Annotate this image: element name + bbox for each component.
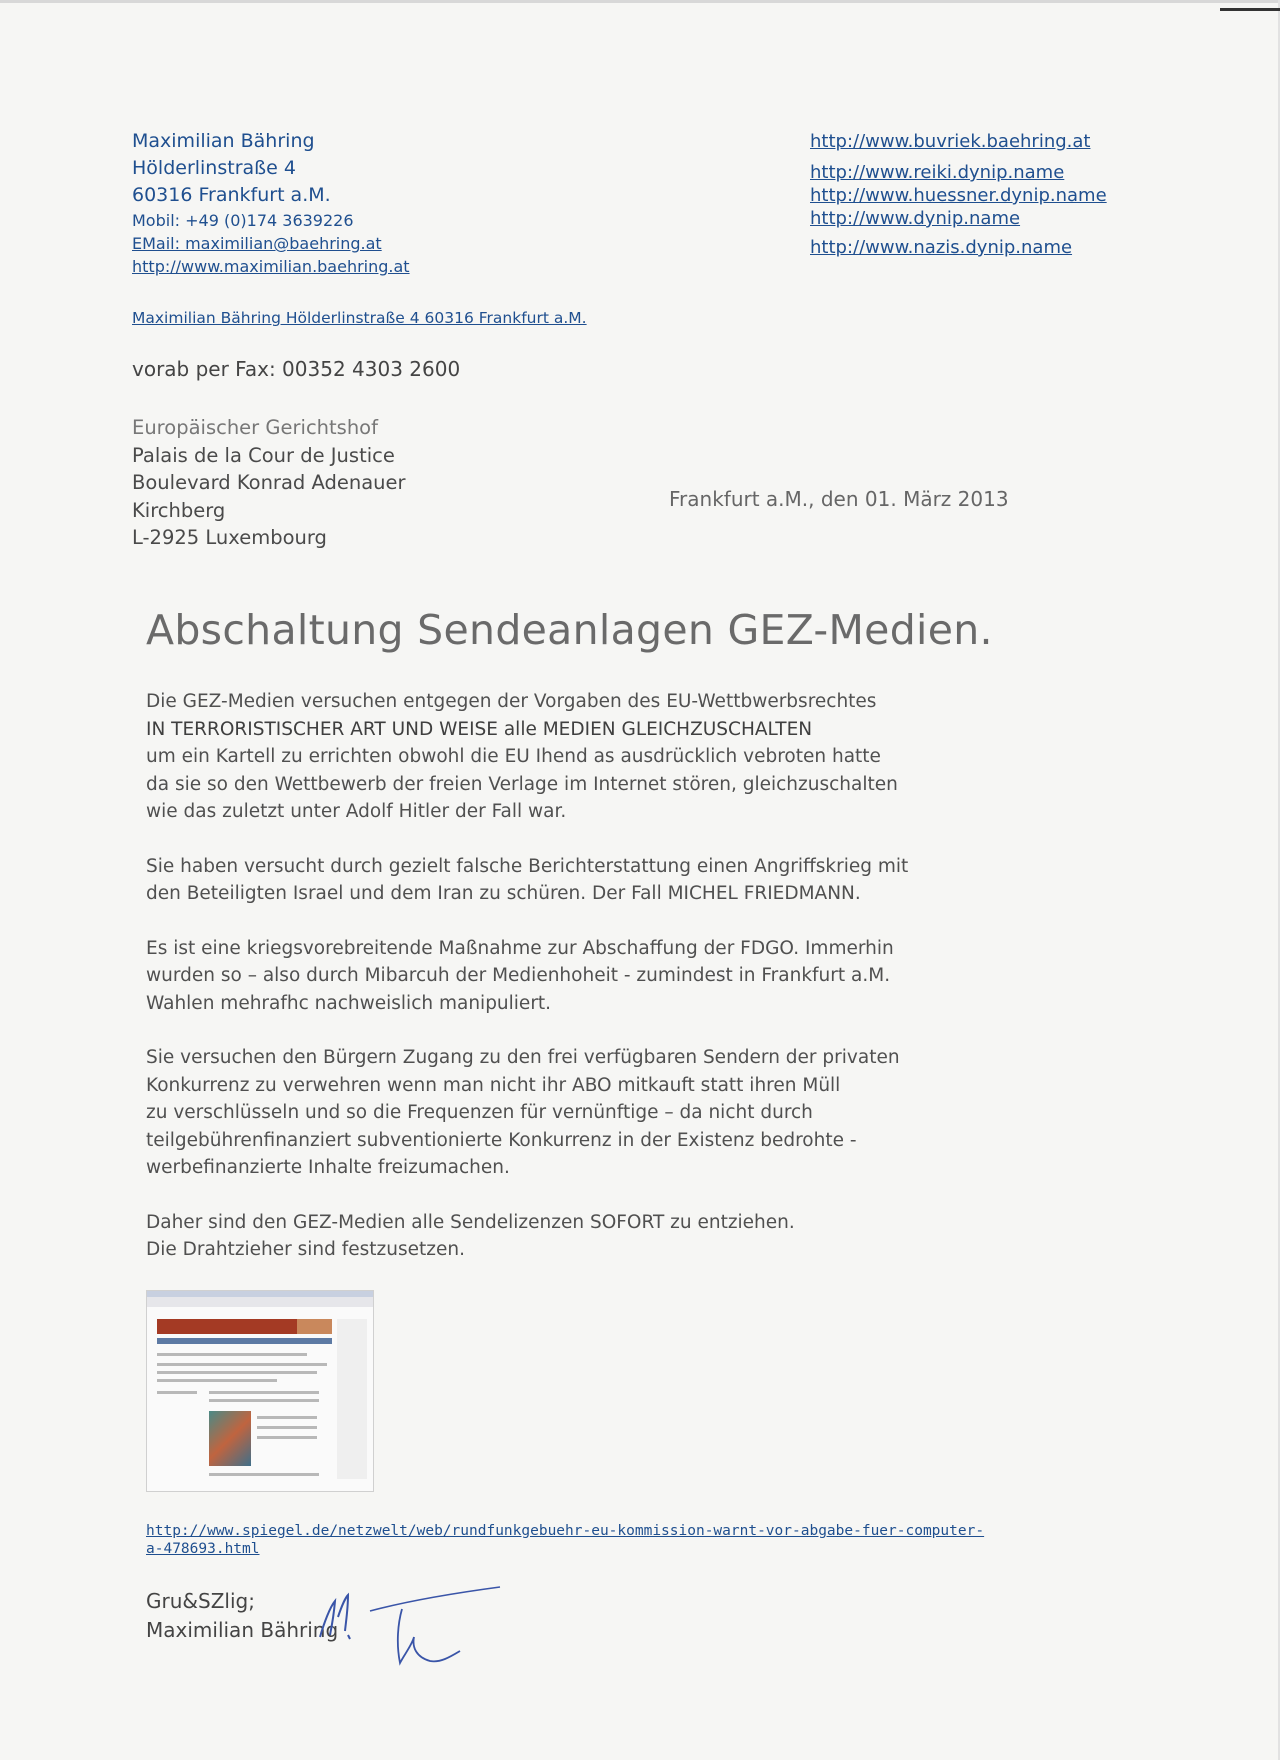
reference-url[interactable] [146,1522,1146,1558]
body-line: den Beteiligten Israel und dem Iran zu schüren. Der Fall MICHEL FRIEDMANN. [146,883,861,904]
link-dynip[interactable]: http://www.dynip.name [810,208,1021,229]
link-list [810,131,1107,258]
sender-street: Hölderlinstraße 4 [132,157,296,179]
screenshot-text-line [157,1379,277,1382]
date-line: Frankfurt a.M., den 01. März 2013 [669,487,1009,511]
body-line: zu verschlüsseln und so die Frequenzen für vernünftige – da nicht durch [146,1102,813,1123]
webpage-screenshot-image [146,1290,374,1492]
body-line: wie das zuletzt unter Adolf Hitler der Fall war. [146,801,567,822]
screenshot-text-line [257,1436,317,1439]
scan-mark [1220,8,1280,11]
sender-website-link[interactable] [132,255,410,278]
sender-city: 60316 Frankfurt a.M. [132,184,331,206]
body-line: IN TERRORISTISCHER ART UND WEISE alle MEDIEN GLEICHZUSCHALTEN [146,718,813,740]
body-line: Die Drahtzieher sind festzusetzen. [146,1239,465,1260]
paragraph [146,1044,966,1182]
screenshot-text-line [209,1473,319,1476]
screenshot-banner-accent [297,1319,332,1334]
link-huessner[interactable]: http://www.huessner.dynip.name [810,185,1107,206]
body-line: Konkurrenz zu verwehren wenn man nicht ihr ABO mitkauft statt ihren Müll [146,1074,841,1096]
screenshot-text-line [209,1391,319,1394]
screenshot-text-line [257,1426,317,1429]
sender-mobile: Mobil: +49 (0)174 3639226 [132,211,354,230]
handwritten-signature [290,1565,510,1675]
body-line: wurden so – also durch Mibarcuh der Medienhoheit - zumindest in Frankfurt a.M. [146,965,891,986]
body-line: teilgebührenfinanziert subventionierte Konkurrenz in der Existenz bedrohte - [146,1129,857,1151]
sender-website-anchor[interactable]: http://www.maximilian.baehring.at [132,257,410,276]
link-nazis[interactable]: http://www.nazis.dynip.name [810,237,1073,258]
sender-email[interactable]: EMail: maximilian@baehring.at [132,234,382,253]
body-line: Es ist eine kriegsvorebreitende Maßnahme zur Abschaffung der FDGO. Immerhin [146,937,894,959]
recipient-line: Boulevard Konrad Adenauer [132,471,406,494]
fax-line: vorab per Fax: 00352 4303 2600 [132,357,461,381]
return-address: Maximilian Bähring Hölderlinstraße 4 60316 Frankfurt a.M. [132,309,587,327]
recipient-line: Kirchberg [132,498,226,522]
scan-edge-top [0,0,1280,3]
screenshot-text-line [257,1416,317,1419]
recipient-line: Europäischer Gerichtshof [132,416,378,439]
screenshot-navbar [157,1338,332,1344]
screenshot-text-line [157,1363,327,1366]
body-line: da sie so den Wettbewerb der freien Verlage im Internet stören, gleichzuschalten [146,773,898,795]
screenshot-text-line [209,1399,319,1402]
paragraph [146,688,966,826]
body-line: Sie haben versucht durch gezielt falsche Berichterstattung einen Angriffskrieg mit [146,855,909,877]
reference-url-line-2[interactable]: a-478693.html [146,1541,260,1557]
link-reiki[interactable]: http://www.reiki.dynip.name [810,162,1065,183]
recipient-address [132,414,406,552]
recipient-line: L-2925 Luxembourg [132,526,327,549]
screenshot-text-line [157,1371,317,1374]
screenshot-text-line [157,1391,197,1394]
screenshot-toolbar [147,1297,373,1307]
paragraph [146,853,966,908]
recipient-line: Palais de la Cour de Justice [132,443,395,467]
body-line: Wahlen mehrafhc nachweislich manipuliert. [146,992,552,1014]
body-line: Sie versuchen den Bürgern Zugang zu den frei verfügbaren Sendern der privaten [146,1047,900,1068]
screenshot-sidebar [337,1319,367,1479]
body-line: Die GEZ-Medien versuchen entgegen der Vorgaben des EU-Wettbwerbsrechtes [146,691,877,712]
paragraph [146,1209,966,1264]
closing-greeting: Gru&SZlig; [146,1589,255,1613]
letter-title: Abschaltung Sendeanlagen GEZ-Medien. [146,606,993,654]
sender-name: Maximilian Bähring [132,130,315,152]
paragraph [146,935,966,1018]
sender-block [132,128,410,278]
reference-url-line-1[interactable]: http://www.spiegel.de/netzwelt/web/rundfunkgebuehr-eu-kommission-warnt-vor-abgabe-fuer-computer- [146,1523,985,1539]
closing-name: Maximilian Bähring [146,1618,339,1642]
screenshot-text-line [157,1353,307,1356]
letter-body [146,688,966,1291]
body-line: werbefinanzierte Inhalte freizumachen. [146,1157,510,1178]
link-buvriek[interactable]: http://www.buvriek.baehring.at [810,131,1091,152]
screenshot-photo [209,1411,251,1466]
body-line: um ein Kartell zu errichten obwohl die EU Ihend as ausdrücklich vebroten hatte [146,746,881,767]
body-line: Daher sind den GEZ-Medien alle Sendelizenzen SOFORT zu entziehen. [146,1211,795,1233]
